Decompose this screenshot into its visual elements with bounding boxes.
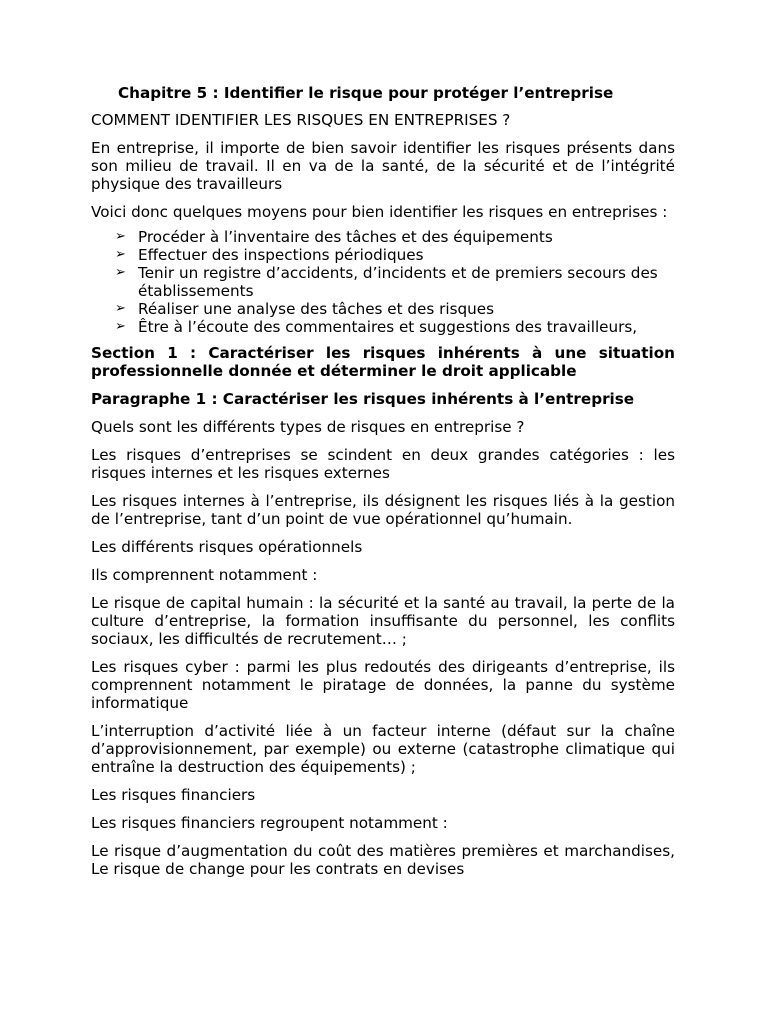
list-item [91, 264, 675, 300]
financial-risks-paragraph: Le risque d’augmentation du coût des matières premières et marchandises, Le risque de change pour les contrats en devises [91, 842, 675, 878]
list-item-text: Tenir un registre d’accidents, d’incidents et de premiers secours des établissements [138, 264, 658, 300]
cyber-risk-paragraph: Les risques cyber : parmi les plus redoutés des dirigeants d’entreprise, ils comprennent notamment le piratage de données, la panne du système informatique [91, 658, 675, 712]
list-item-text: Procéder à l’inventaire des tâches et des équipements [138, 228, 553, 246]
list-item-text: Réaliser une analyse des tâches et des risques [138, 300, 495, 318]
financial-risks-subheading: Les risques financiers [91, 786, 256, 804]
chapter-title: Chapitre 5 : Identifier le risque pour protéger l’entreprise [118, 84, 614, 102]
internal-risks-paragraph: Les risques internes à l’entreprise, ils désignent les risques liés à la gestion de l’entreprise, tant d’un point de vue opérationnel qu’humain. [91, 492, 675, 528]
intro-paragraph: En entreprise, il importe de bien savoir identifier les risques présents dans son milieu de travail. Il en va de la santé, de la sécurité et de l’intégrité physique des travailleurs [91, 139, 675, 193]
list-item [91, 246, 675, 264]
means-intro-paragraph: Voici donc quelques moyens pour bien identifier les risques en entreprises : [91, 203, 668, 221]
section-heading: Section 1 : Caractériser les risques inhérents à une situation professionnelle donnée et déterminer le droit applicable [91, 344, 675, 380]
operational-risks-intro: Ils comprennent notamment : [91, 566, 318, 584]
arrowhead-bullet-icon: ➢ [115, 229, 126, 244]
arrowhead-bullet-icon: ➢ [115, 247, 126, 262]
list-item-text: Être à l’écoute des commentaires et suggestions des travailleurs, [138, 318, 638, 336]
arrowhead-bullet-icon: ➢ [115, 265, 126, 280]
risk-types-question: Quels sont les différents types de risques en entreprise ? [91, 418, 525, 436]
document-page [91, 84, 675, 888]
list-item [91, 318, 675, 336]
list-item [91, 300, 675, 318]
list-item [91, 228, 675, 246]
paragraph-heading: Paragraphe 1 : Caractériser les risques inhérents à l’entreprise [91, 390, 635, 408]
list-item-text: Effectuer des inspections périodiques [138, 246, 424, 264]
arrowhead-bullet-icon: ➢ [115, 301, 126, 316]
arrowhead-bullet-icon: ➢ [115, 319, 126, 334]
risk-categories-paragraph: Les risques d’entreprises se scindent en deux grandes catégories : les risques internes et les risques externes [91, 446, 675, 482]
section-question: COMMENT IDENTIFIER LES RISQUES EN ENTREPRISES ? [91, 111, 511, 129]
means-list [91, 228, 675, 336]
human-capital-risk-paragraph: Le risque de capital humain : la sécurité et la santé au travail, la perte de la culture d’entreprise, la formation insuffisante du personnel, les conflits sociaux, les difficultés de recrutement… ; [91, 594, 675, 648]
business-interruption-paragraph: L’interruption d’activité liée à un facteur interne (défaut sur la chaîne d’approvisionnement, par exemple) ou externe (catastrophe climatique qui entraîne la destruction des équipements) ; [91, 722, 675, 776]
operational-risks-subheading: Les différents risques opérationnels [91, 538, 363, 556]
financial-risks-intro: Les risques financiers regroupent notamment : [91, 814, 448, 832]
